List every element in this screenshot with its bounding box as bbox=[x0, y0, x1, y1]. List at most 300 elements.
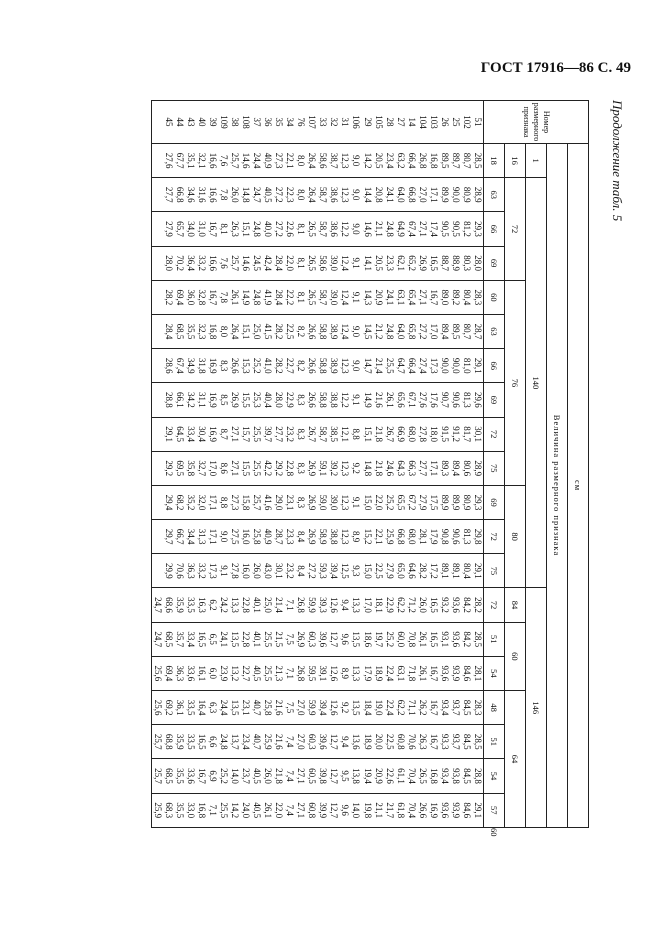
table-cell: 90,5 bbox=[439, 212, 450, 246]
table-cell: 84,6 bbox=[461, 793, 472, 827]
table-cell: 18,9 bbox=[361, 725, 372, 759]
table-cell: 20,9 bbox=[373, 280, 384, 314]
table-cell: 27,9 bbox=[384, 554, 395, 588]
table-cell: 28,4 bbox=[273, 246, 284, 280]
row-feature-number: 33 bbox=[317, 101, 328, 144]
table-cell: 21,4 bbox=[273, 588, 284, 622]
table-cell: 19,7 bbox=[373, 622, 384, 656]
row-feature-number: 51 bbox=[472, 101, 484, 144]
table-cell: 27,2 bbox=[417, 314, 428, 348]
header-level2-cell: 72 bbox=[505, 178, 526, 281]
table-cell: 12,3 bbox=[339, 178, 350, 212]
table-cell: 35,9 bbox=[174, 588, 185, 622]
table-cell: 8,9 bbox=[339, 656, 350, 690]
table-cell: 30,1 bbox=[472, 417, 484, 451]
table-cell: 16,7 bbox=[428, 691, 439, 725]
table-cell: 25,9 bbox=[262, 725, 273, 759]
table-cell: 28,2 bbox=[163, 280, 174, 314]
table-cell: 26,0 bbox=[262, 759, 273, 793]
table-cell: 16,7 bbox=[196, 759, 207, 793]
page-header: ГОСТ 17916—86 С. 49 bbox=[480, 60, 631, 76]
header-level3-cell: 18 bbox=[484, 144, 505, 178]
table-row bbox=[406, 101, 417, 828]
table-cell: 89,3 bbox=[439, 451, 450, 485]
table-cell: 22,2 bbox=[284, 280, 295, 314]
table-cell: 16,7 bbox=[207, 280, 218, 314]
table-cell: 68,3 bbox=[163, 793, 174, 827]
table-cell: 16,4 bbox=[196, 691, 207, 725]
table-cell: 89,0 bbox=[439, 280, 450, 314]
table-cell: 24,7 bbox=[151, 588, 163, 622]
table-cell: 7,8 bbox=[218, 280, 229, 314]
table-cell: 34,9 bbox=[185, 349, 196, 383]
table-cell: 21,6 bbox=[373, 383, 384, 417]
table-cell: 29,2 bbox=[163, 451, 174, 485]
table-cell: 28,4 bbox=[163, 314, 174, 348]
table-cell: 14,7 bbox=[361, 349, 372, 383]
table-cell: 81,7 bbox=[461, 417, 472, 451]
table-cell: 13,5 bbox=[350, 691, 361, 725]
row-feature-number: 43 bbox=[185, 101, 196, 144]
table-cell: 12,4 bbox=[339, 246, 350, 280]
table-cell: 41,6 bbox=[262, 485, 273, 519]
table-cell: 28,5 bbox=[472, 144, 484, 178]
table-cell: 7,6 bbox=[218, 144, 229, 178]
table-row bbox=[151, 101, 163, 828]
table-cell: 27,7 bbox=[273, 417, 284, 451]
table-cell: 12,7 bbox=[328, 725, 339, 759]
header-level2-cell: 84 bbox=[505, 588, 526, 622]
table-row bbox=[384, 101, 395, 828]
table-cell: 25,6 bbox=[151, 656, 163, 690]
table-cell: 89,5 bbox=[450, 314, 461, 348]
table-cell: 22,5 bbox=[384, 725, 395, 759]
table-cell: 8,8 bbox=[350, 417, 361, 451]
table-cell: 8,0 bbox=[295, 144, 306, 178]
table-cell: 84,5 bbox=[461, 759, 472, 793]
table-cell: 8,2 bbox=[295, 349, 306, 383]
table-cell: 24,8 bbox=[384, 212, 395, 246]
table-cell: 32,7 bbox=[196, 451, 207, 485]
table-cell bbox=[151, 314, 163, 348]
header-level3-cell: 60 bbox=[484, 280, 505, 314]
table-cell: 27,8 bbox=[417, 417, 428, 451]
row-feature-number bbox=[151, 101, 163, 144]
table-cell: 24,1 bbox=[384, 280, 395, 314]
table-cell: 24,8 bbox=[218, 725, 229, 759]
table-cell: 26,5 bbox=[306, 246, 317, 280]
table-cell: 35,5 bbox=[185, 314, 196, 348]
table-cell: 31,3 bbox=[196, 520, 207, 554]
table-cell: 16,6 bbox=[207, 246, 218, 280]
table-cell: 29,0 bbox=[273, 485, 284, 519]
table-cell: 40,1 bbox=[251, 622, 262, 656]
table-cell: 39,0 bbox=[328, 485, 339, 519]
table-cell bbox=[151, 144, 163, 178]
header-level3-cell: 72 bbox=[484, 417, 505, 451]
table-cell: 61,1 bbox=[395, 759, 406, 793]
row-feature-number: 32 bbox=[328, 101, 339, 144]
table-cell: 21,6 bbox=[273, 691, 284, 725]
table-cell: 31,1 bbox=[196, 383, 207, 417]
header-level3-cell: 72 bbox=[484, 588, 505, 622]
table-cell: 67,4 bbox=[174, 349, 185, 383]
header-level1-cell: 1 bbox=[526, 144, 547, 178]
table-cell: 27,3 bbox=[229, 485, 240, 519]
table-cell: 14,2 bbox=[361, 144, 372, 178]
table-cell: 70,4 bbox=[406, 759, 417, 793]
table-cell: 8,5 bbox=[218, 383, 229, 417]
table-cell: 34,4 bbox=[185, 520, 196, 554]
table-cell: 12,7 bbox=[328, 622, 339, 656]
table-row bbox=[472, 101, 484, 828]
table-cell: 15,0 bbox=[361, 554, 372, 588]
row-feature-number: 44 bbox=[174, 101, 185, 144]
table-cell: 29,6 bbox=[472, 383, 484, 417]
table-cell: 93,6 bbox=[450, 588, 461, 622]
table-header-feature-number: Номер размерного признака bbox=[484, 101, 589, 144]
header-level3-cell: 69 bbox=[484, 246, 505, 280]
table-cell: 58,9 bbox=[317, 520, 328, 554]
table-cell: 9,1 bbox=[350, 246, 361, 280]
table-cell: 90,8 bbox=[439, 520, 450, 554]
table-cell: 12,6 bbox=[328, 691, 339, 725]
table-cell: 9,4 bbox=[339, 588, 350, 622]
table-cell: 23,9 bbox=[218, 656, 229, 690]
table-cell: 12,3 bbox=[339, 520, 350, 554]
table-cell: 29,7 bbox=[163, 520, 174, 554]
table-cell: 7,6 bbox=[218, 246, 229, 280]
table-cell: 34,2 bbox=[185, 383, 196, 417]
table-cell: 8,4 bbox=[295, 520, 306, 554]
table-cell: 33,2 bbox=[196, 246, 207, 280]
row-feature-number: 38 bbox=[229, 101, 240, 144]
table-cell: 26,5 bbox=[306, 280, 317, 314]
table-cell: 22,3 bbox=[284, 178, 295, 212]
table-cell bbox=[151, 383, 163, 417]
table-cell: 33,5 bbox=[185, 691, 196, 725]
table-cell: 12,3 bbox=[339, 451, 350, 485]
header-level3-cell: 51 bbox=[484, 725, 505, 759]
row-feature-number: 39 bbox=[207, 101, 218, 144]
table-cell: 16,1 bbox=[196, 656, 207, 690]
table-cell: 38,8 bbox=[328, 520, 339, 554]
table-cell: 9,0 bbox=[350, 349, 361, 383]
table-cell: 39,0 bbox=[328, 246, 339, 280]
table-cell: 15,1 bbox=[240, 314, 251, 348]
table-cell: 16,8 bbox=[207, 314, 218, 348]
table-cell: 38,6 bbox=[328, 212, 339, 246]
table-cell: 38,9 bbox=[328, 314, 339, 348]
table-cell: 15,5 bbox=[240, 383, 251, 417]
table-cell: 66,8 bbox=[395, 520, 406, 554]
table-cell: 16,3 bbox=[196, 588, 207, 622]
table-cell: 7,1 bbox=[207, 793, 218, 827]
table-cell: 16,9 bbox=[207, 349, 218, 383]
table-cell: 28,7 bbox=[273, 520, 284, 554]
table-cell: 90,0 bbox=[439, 349, 450, 383]
table-cell: 26,3 bbox=[417, 725, 428, 759]
table-cell: 93,6 bbox=[450, 622, 461, 656]
table-cell: 28,9 bbox=[472, 451, 484, 485]
table-cell: 25,6 bbox=[151, 691, 163, 725]
table-cell: 71,8 bbox=[406, 656, 417, 690]
table-cell: 22,1 bbox=[284, 144, 295, 178]
header-level1-cell: 140 bbox=[526, 178, 547, 588]
table-cell: 68,5 bbox=[163, 622, 174, 656]
table-cell: 17,0 bbox=[207, 451, 218, 485]
table-cell: 28,3 bbox=[472, 280, 484, 314]
table-cell: 9,0 bbox=[350, 178, 361, 212]
table-cell: 68,0 bbox=[406, 417, 417, 451]
table-cell: 12,2 bbox=[339, 383, 350, 417]
table-cell: 64,9 bbox=[395, 212, 406, 246]
table-cell: 40,0 bbox=[262, 212, 273, 246]
table-cell: 66,7 bbox=[174, 520, 185, 554]
table-cell: 25,9 bbox=[151, 793, 163, 827]
table-cell: 30,4 bbox=[196, 417, 207, 451]
table-cell: 23,1 bbox=[240, 691, 251, 725]
table-cell: 61,8 bbox=[395, 793, 406, 827]
table-cell: 13,3 bbox=[350, 656, 361, 690]
table-cell: 22,0 bbox=[273, 793, 284, 827]
row-feature-number: 14 bbox=[406, 101, 417, 144]
table-cell: 27,1 bbox=[295, 793, 306, 827]
table-cell: 90,5 bbox=[450, 212, 461, 246]
table-cell: 40,1 bbox=[251, 588, 262, 622]
table-cell: 93,2 bbox=[439, 588, 450, 622]
table-cell: 12,4 bbox=[339, 280, 350, 314]
table-cell: 24,4 bbox=[218, 691, 229, 725]
table-cell: 90,0 bbox=[450, 349, 461, 383]
table-cell: 7,1 bbox=[284, 588, 295, 622]
table-cell: 27,1 bbox=[417, 280, 428, 314]
table-values-header: Величина размерного признака bbox=[547, 144, 568, 828]
table-cell: 69,2 bbox=[163, 691, 174, 725]
table-cell bbox=[151, 417, 163, 451]
table-cell: 9,0 bbox=[350, 144, 361, 178]
table-cell: 71,2 bbox=[406, 588, 417, 622]
table-cell: 6,0 bbox=[207, 656, 218, 690]
table-cell: 65,0 bbox=[395, 554, 406, 588]
table-cell: 13,7 bbox=[229, 725, 240, 759]
table-cell: 16,8 bbox=[428, 144, 439, 178]
table-cell: 36,0 bbox=[185, 280, 196, 314]
table-cell bbox=[151, 212, 163, 246]
table-cell: 81,3 bbox=[461, 520, 472, 554]
table-row bbox=[373, 101, 384, 828]
table-cell: 93,7 bbox=[450, 725, 461, 759]
table-cell: 23,2 bbox=[284, 417, 295, 451]
table-cell: 84,5 bbox=[461, 725, 472, 759]
table-cell: 20,5 bbox=[373, 246, 384, 280]
table-cell: 13,3 bbox=[229, 588, 240, 622]
row-feature-number: 28 bbox=[384, 101, 395, 144]
table-cell: 28,4 bbox=[273, 280, 284, 314]
table-row bbox=[273, 101, 284, 828]
row-feature-number: 36 bbox=[262, 101, 273, 144]
table-row bbox=[174, 101, 185, 828]
row-feature-number: 76 bbox=[295, 101, 306, 144]
table-cell: 23,4 bbox=[384, 144, 395, 178]
table-cell: 25,0 bbox=[262, 588, 273, 622]
table-cell: 7,5 bbox=[284, 622, 295, 656]
table-cell: 33,5 bbox=[185, 725, 196, 759]
table-row bbox=[339, 101, 350, 828]
table-cell bbox=[151, 246, 163, 280]
table-cell: 89,4 bbox=[439, 314, 450, 348]
table-cell: 24,7 bbox=[251, 178, 262, 212]
table-cell: 8,3 bbox=[295, 485, 306, 519]
table-cell: 40,9 bbox=[262, 520, 273, 554]
table-cell: 21,4 bbox=[373, 349, 384, 383]
header-level3-cell: 72 bbox=[484, 520, 505, 554]
table-cell: 9,5 bbox=[339, 759, 350, 793]
table-cell: 12,5 bbox=[339, 554, 350, 588]
table-cell: 29,2 bbox=[273, 451, 284, 485]
table-cell: 12,3 bbox=[339, 144, 350, 178]
table-cell: 40,4 bbox=[262, 383, 273, 417]
table-cell: 26,6 bbox=[306, 314, 317, 348]
table-cell: 28,0 bbox=[472, 246, 484, 280]
row-feature-number: 105 bbox=[373, 101, 384, 144]
table-cell: 7,5 bbox=[284, 691, 295, 725]
table-cell: 64,3 bbox=[395, 451, 406, 485]
row-feature-number: 107 bbox=[306, 101, 317, 144]
table-cell: 24,4 bbox=[251, 144, 262, 178]
table-cell: 93,8 bbox=[450, 759, 461, 793]
table-cell: 90,7 bbox=[439, 383, 450, 417]
table-cell: 35,5 bbox=[174, 759, 185, 793]
table-cell: 12,6 bbox=[328, 656, 339, 690]
table-cell: 8,4 bbox=[295, 554, 306, 588]
table-cell: 27,6 bbox=[417, 383, 428, 417]
table-cell: 27,0 bbox=[295, 725, 306, 759]
table-cell: 80,9 bbox=[461, 485, 472, 519]
table-cell: 8,6 bbox=[218, 451, 229, 485]
table-cell: 65,8 bbox=[406, 314, 417, 348]
table-cell: 14,6 bbox=[240, 144, 251, 178]
header-level3-cell: 66 bbox=[484, 212, 505, 246]
table-cell: 58,7 bbox=[317, 178, 328, 212]
table-cell: 28,0 bbox=[273, 383, 284, 417]
table-cell: 9,0 bbox=[218, 520, 229, 554]
table-cell: 16,0 bbox=[240, 520, 251, 554]
table-cell: 27,1 bbox=[295, 759, 306, 793]
table-cell: 63,1 bbox=[395, 656, 406, 690]
table-cell: 19,4 bbox=[361, 759, 372, 793]
table-cell: 35,5 bbox=[174, 793, 185, 827]
table-cell: 80,9 bbox=[461, 178, 472, 212]
table-cell: 91,5 bbox=[439, 417, 450, 451]
header-level3-cell: 57 bbox=[484, 793, 505, 827]
header-level2-cell: 16 bbox=[505, 144, 526, 178]
header-level3-cell: 69 bbox=[484, 485, 505, 519]
row-feature-number: 34 bbox=[284, 101, 295, 144]
table-cell: 28,7 bbox=[472, 314, 484, 348]
table-cell: 93,9 bbox=[450, 793, 461, 827]
table-cell: 17,9 bbox=[428, 520, 439, 554]
table-cell: 20,0 bbox=[373, 725, 384, 759]
table-cell: 89,9 bbox=[450, 485, 461, 519]
table-cell: 84,2 bbox=[461, 622, 472, 656]
table-cell: 16,5 bbox=[196, 622, 207, 656]
table-cell: 16,7 bbox=[428, 656, 439, 690]
table-cell: 17,0 bbox=[428, 314, 439, 348]
table-cell: 26,4 bbox=[306, 178, 317, 212]
table-cell: 17,1 bbox=[428, 451, 439, 485]
table-cell: 16,7 bbox=[428, 280, 439, 314]
table-cell: 88,7 bbox=[439, 246, 450, 280]
table-cell: 16,5 bbox=[428, 588, 439, 622]
table-cell: 25,9 bbox=[384, 520, 395, 554]
table-cell: 70,8 bbox=[406, 622, 417, 656]
table-cell: 27,7 bbox=[163, 178, 174, 212]
table-cell: 28,3 bbox=[472, 691, 484, 725]
table-cell: 27,8 bbox=[229, 554, 240, 588]
table-cell: 26,8 bbox=[417, 144, 428, 178]
table-row bbox=[450, 101, 461, 828]
table-cell: 70,6 bbox=[406, 725, 417, 759]
table-cell: 27,1 bbox=[229, 417, 240, 451]
table-cell: 28,2 bbox=[472, 588, 484, 622]
table-cell: 7,8 bbox=[218, 178, 229, 212]
header-level3-cell: 66 bbox=[484, 349, 505, 383]
table-cell: 17,5 bbox=[428, 485, 439, 519]
table-cell: 8,9 bbox=[350, 520, 361, 554]
table-row bbox=[295, 101, 306, 828]
table-cell: 70,2 bbox=[174, 246, 185, 280]
table-cell: 22,5 bbox=[373, 554, 384, 588]
table-cell: 18,1 bbox=[373, 588, 384, 622]
table-cell: 65,2 bbox=[406, 246, 417, 280]
table-cell: 22,0 bbox=[373, 485, 384, 519]
table-cell: 16,5 bbox=[428, 246, 439, 280]
table-cell: 26,6 bbox=[417, 793, 428, 827]
table-cell: 26,9 bbox=[295, 622, 306, 656]
table-cell: 65,6 bbox=[395, 383, 406, 417]
table-cell: 22,4 bbox=[384, 691, 395, 725]
table-row bbox=[395, 101, 406, 828]
table-cell: 22,6 bbox=[384, 759, 395, 793]
table-cell: 23,4 bbox=[240, 725, 251, 759]
table-cell: 41,0 bbox=[262, 349, 273, 383]
table-cell: 89,9 bbox=[439, 485, 450, 519]
table-cell: 35,1 bbox=[185, 144, 196, 178]
table-cell: 64,0 bbox=[395, 314, 406, 348]
table-cell: 29,1 bbox=[472, 793, 484, 827]
table-cell: 80,4 bbox=[461, 280, 472, 314]
table-cell: 12,2 bbox=[339, 212, 350, 246]
table-cell: 66,8 bbox=[406, 178, 417, 212]
row-feature-number: 45 bbox=[163, 101, 174, 144]
table-row bbox=[328, 101, 339, 828]
table-cell: 29,1 bbox=[472, 349, 484, 383]
table-cell: 25,8 bbox=[251, 520, 262, 554]
table-cell: 14,8 bbox=[361, 451, 372, 485]
table-cell: 12,4 bbox=[339, 314, 350, 348]
table-cell: 14,2 bbox=[229, 793, 240, 827]
table-cell: 41,9 bbox=[262, 280, 273, 314]
table-cell: 20,9 bbox=[373, 759, 384, 793]
table-cell: 25,5 bbox=[384, 349, 395, 383]
table-cell: 43,0 bbox=[262, 554, 273, 588]
table-cell bbox=[151, 280, 163, 314]
table-cell: 36,1 bbox=[174, 691, 185, 725]
table-cell: 12,7 bbox=[328, 793, 339, 827]
table-cell: 21,8 bbox=[373, 451, 384, 485]
table-cell: 58,7 bbox=[317, 417, 328, 451]
